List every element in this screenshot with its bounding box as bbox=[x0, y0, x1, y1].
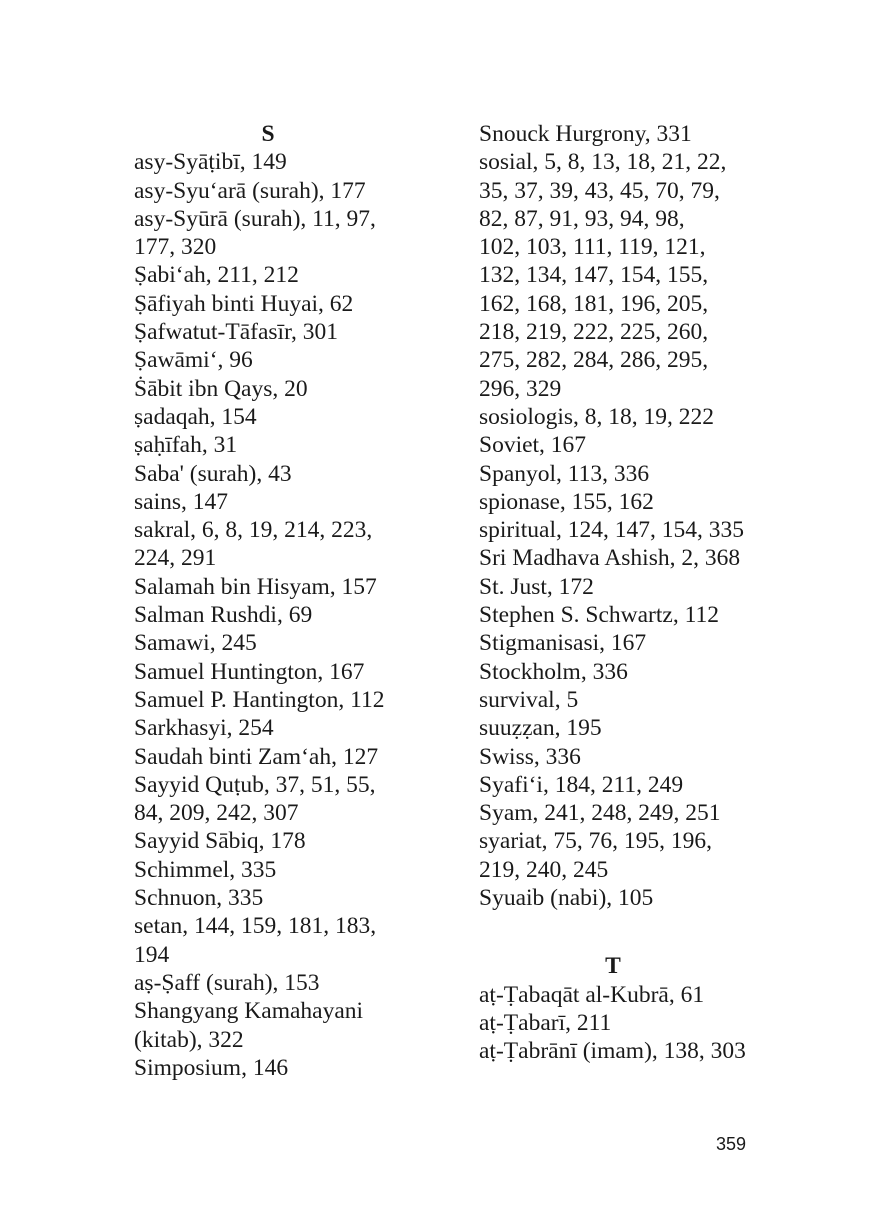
index-entry-term: syariat, 75, 76, 195, 196, bbox=[479, 828, 713, 855]
index-entry bbox=[479, 799, 779, 827]
entries-list-s-right bbox=[479, 120, 779, 912]
index-entry-term: St. Just, 172 bbox=[479, 573, 594, 600]
index-entry-term: Saudah binti Zam‘ah, 127 bbox=[134, 743, 379, 770]
index-entry-term: spiritual, 124, 147, 154, 335 bbox=[479, 517, 745, 544]
index-entry-continuation: 82, 87, 91, 93, 94, 98, bbox=[479, 205, 685, 232]
index-entry-term: Sayyid Sābiq, 178 bbox=[134, 828, 306, 855]
index-entry bbox=[479, 658, 779, 686]
index-entry bbox=[134, 997, 454, 1054]
index-entry-term: Ṣawāmi‘, 96 bbox=[134, 347, 253, 374]
index-entry-term: Swiss, 336 bbox=[479, 743, 581, 770]
index-entry bbox=[134, 912, 454, 969]
index-entry-continuation: 218, 219, 222, 225, 260, bbox=[479, 319, 709, 346]
index-entry-term: Schnuon, 335 bbox=[134, 885, 264, 912]
index-entry-term: Spanyol, 113, 336 bbox=[479, 460, 650, 487]
index-entry bbox=[134, 318, 454, 346]
index-entry bbox=[479, 460, 779, 488]
index-entry bbox=[134, 375, 454, 403]
index-entry-term: asy-Syāṭibī, 149 bbox=[134, 149, 287, 176]
index-entry-term: Sayyid Quṭub, 37, 51, 55, bbox=[134, 771, 376, 798]
index-entry-term: Sri Madhava Ashish, 2, 368 bbox=[479, 545, 741, 572]
index-entry bbox=[134, 1054, 454, 1082]
index-entry bbox=[479, 148, 779, 403]
index-entry bbox=[479, 686, 779, 714]
index-entry-continuation: 194 bbox=[134, 941, 170, 968]
index-entry bbox=[479, 488, 779, 516]
index-entry-continuation: 84, 209, 242, 307 bbox=[134, 800, 299, 827]
index-entry bbox=[479, 629, 779, 657]
index-entry bbox=[134, 686, 454, 714]
index-entry-term: Ṣafwatut-Tāfasīr, 301 bbox=[134, 319, 338, 346]
index-entry bbox=[479, 714, 779, 742]
index-entry-term: Syam, 241, 248, 249, 251 bbox=[479, 800, 721, 827]
index-column-left bbox=[134, 120, 454, 1082]
index-entry-term: Syuaib (nabi), 105 bbox=[479, 885, 654, 912]
index-entry bbox=[134, 827, 454, 855]
index-entry-term: asy-Syūrā (surah), 11, 97, bbox=[134, 205, 376, 232]
index-entry-term: sains, 147 bbox=[134, 488, 228, 515]
index-entry-term: sakral, 6, 8, 19, 214, 223, bbox=[134, 517, 373, 544]
index-entry-term: aṭ-Ṭabarī, 211 bbox=[479, 1009, 612, 1036]
index-entry-term: Shangyang Kamahayani bbox=[134, 998, 364, 1025]
index-entry-continuation: 132, 134, 147, 154, 155, bbox=[479, 262, 709, 289]
index-entry-term: asy-Syu‘arā (surah), 177 bbox=[134, 177, 366, 204]
index-entry-term: Syafi‘i, 184, 211, 249 bbox=[479, 771, 684, 798]
index-entry bbox=[134, 658, 454, 686]
index-entry-term: Ṣāfiyah binti Huyai, 62 bbox=[134, 290, 354, 317]
index-entry-continuation: (kitab), 322 bbox=[134, 1026, 244, 1053]
index-entry bbox=[134, 771, 454, 828]
index-entry-term: suuẓẓan, 195 bbox=[479, 715, 602, 742]
index-entry-term: spionase, 155, 162 bbox=[479, 488, 654, 515]
index-entry-term: Salman Rushdi, 69 bbox=[134, 602, 313, 629]
page-number: 359 bbox=[716, 1134, 747, 1154]
index-entry-continuation: 296, 329 bbox=[479, 375, 562, 402]
index-entry-term: aṭ-Ṭabrānī (imam), 138, 303 bbox=[479, 1038, 746, 1065]
index-entry-term: Ṣabi‘ah, 211, 212 bbox=[134, 262, 299, 289]
index-entry bbox=[479, 743, 779, 771]
index-entry-term: Stigmanisasi, 167 bbox=[479, 630, 647, 657]
index-entry bbox=[479, 884, 779, 912]
index-entry bbox=[134, 573, 454, 601]
index-entry-term: ṣadaqah, 154 bbox=[134, 403, 257, 430]
index-entry-term: Stockholm, 336 bbox=[479, 658, 628, 685]
index-entry bbox=[134, 629, 454, 657]
index-entry-continuation: 162, 168, 181, 196, 205, bbox=[479, 290, 709, 317]
index-entry bbox=[134, 714, 454, 742]
index-entry-term: aṣ-Ṣaff (surah), 153 bbox=[134, 969, 320, 996]
index-entry bbox=[479, 403, 779, 431]
index-entry bbox=[134, 403, 454, 431]
index-entry bbox=[479, 120, 779, 148]
index-entry bbox=[134, 148, 454, 176]
entries-list-t bbox=[479, 981, 779, 1066]
index-entry-term: Ṡābit ibn Qays, 20 bbox=[134, 375, 308, 402]
index-entry-continuation: 35, 37, 39, 43, 45, 70, 79, bbox=[479, 177, 720, 204]
index-entry-term: setan, 144, 159, 181, 183, bbox=[134, 913, 377, 940]
index-entry bbox=[134, 205, 454, 262]
index-entry bbox=[479, 516, 779, 544]
index-entry-continuation: 275, 282, 284, 286, 295, bbox=[479, 347, 709, 374]
index-entry bbox=[134, 431, 454, 459]
index-entry bbox=[134, 516, 454, 573]
index-entry bbox=[479, 544, 779, 572]
index-column-right bbox=[479, 120, 779, 1066]
index-entry-continuation: 219, 240, 245 bbox=[479, 856, 609, 883]
index-entry bbox=[134, 290, 454, 318]
index-entry bbox=[134, 856, 454, 884]
index-entry-term: Soviet, 167 bbox=[479, 432, 587, 459]
index-entry-term: ṣaḥīfah, 31 bbox=[134, 432, 238, 459]
index-entry-term: Stephen S. Schwartz, 112 bbox=[479, 602, 719, 629]
index-entry bbox=[134, 346, 454, 374]
section-letter-s: S bbox=[261, 121, 275, 147]
index-entry-continuation: 224, 291 bbox=[134, 545, 217, 572]
index-entry-term: Samuel Huntington, 167 bbox=[134, 658, 365, 685]
index-entry-term: Samawi, 245 bbox=[134, 630, 257, 657]
index-entry bbox=[479, 1037, 779, 1065]
index-entry bbox=[134, 601, 454, 629]
index-entry-term: Simposium, 146 bbox=[134, 1054, 289, 1081]
index-entry-continuation: 102, 103, 111, 119, 121, bbox=[479, 234, 706, 261]
index-entry bbox=[479, 981, 779, 1009]
index-entry-term: Saba' (surah), 43 bbox=[134, 460, 292, 487]
index-entry bbox=[134, 969, 454, 997]
index-entry-term: aṭ-Ṭabaqāt al-Kubrā, 61 bbox=[479, 981, 705, 1008]
index-entry bbox=[134, 261, 454, 289]
index-entry-term: sosial, 5, 8, 13, 18, 21, 22, bbox=[479, 149, 727, 176]
index-entry bbox=[479, 771, 779, 799]
index-entry-continuation: 177, 320 bbox=[134, 234, 217, 261]
index-entry bbox=[134, 743, 454, 771]
index-entry-term: sosiologis, 8, 18, 19, 222 bbox=[479, 403, 715, 430]
section-letter-t: T bbox=[605, 953, 621, 980]
index-entry-term: Snouck Hurgrony, 331 bbox=[479, 121, 692, 147]
index-entry bbox=[479, 601, 779, 629]
entries-list-s-left bbox=[134, 148, 454, 1082]
index-entry bbox=[134, 488, 454, 516]
index-entry bbox=[479, 431, 779, 459]
index-entry-term: Schimmel, 335 bbox=[134, 856, 277, 883]
index-entry-term: Salamah bin Hisyam, 157 bbox=[134, 573, 377, 600]
index-entry bbox=[134, 177, 454, 205]
index-entry-term: Sarkhasyi, 254 bbox=[134, 715, 274, 742]
index-entry bbox=[479, 573, 779, 601]
index-entry bbox=[479, 1009, 779, 1037]
index-entry bbox=[134, 884, 454, 912]
index-entry-term: survival, 5 bbox=[479, 686, 579, 713]
index-entry-term: Samuel P. Hantington, 112 bbox=[134, 686, 385, 713]
index-entry bbox=[134, 460, 454, 488]
index-entry bbox=[479, 827, 779, 884]
